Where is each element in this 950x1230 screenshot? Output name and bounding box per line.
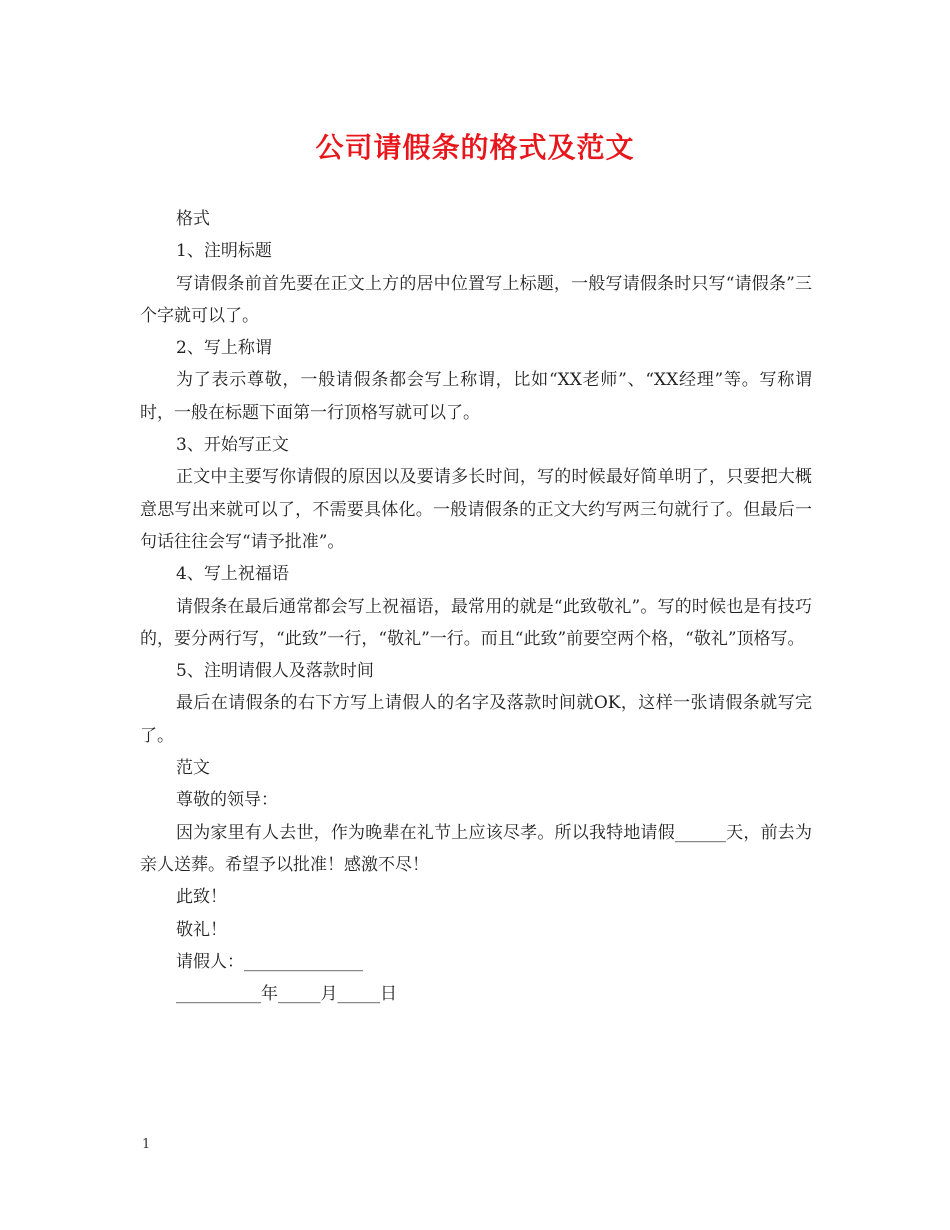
document-title: 公司请假条的格式及范文 <box>315 131 635 164</box>
sample-closing-1: 此致！ <box>176 887 227 908</box>
document-body <box>140 203 812 1010</box>
step-1-text: 写请假条前首先要在正文上方的居中位置写上标题，一般写请假条时只写“请假条”三个字就可以了。 <box>140 273 812 326</box>
sample-signature-line: 请假人：______________ <box>176 951 363 972</box>
sample-salutation: 尊敬的领导： <box>176 790 278 811</box>
step-4-text: 请假条在最后通常都会写上祝福语，最常用的就是“此致敬礼”。写的时候也是有技巧的，要分两行写，“此致”一行，“敬礼”一行。而且“此致”前要空两个格，“敬礼”顶格写。 <box>140 596 812 649</box>
step-1-heading: 1、注明标题 <box>176 241 272 262</box>
step-2-heading: 2、写上称谓 <box>176 338 272 359</box>
step-3-heading: 3、开始写正文 <box>176 435 289 456</box>
step-5-heading: 5、注明请假人及落款时间 <box>176 661 374 682</box>
step-5-text: 最后在请假条的右下方写上请假人的名字及落款时间就OK，这样一张请假条就写完了。 <box>140 693 812 746</box>
sample-date-line: __________年_____月_____日 <box>176 984 397 1005</box>
section-heading-sample: 范文 <box>176 758 210 779</box>
sample-body: 因为家里有人去世，作为晚辈在礼节上应该尽孝。所以我特地请假______天，前去为亲人送葬。希望予以批准！感激不尽！ <box>140 822 812 875</box>
step-2-text: 为了表示尊敬，一般请假条都会写上称谓，比如“XX老师”、“XX经理”等。写称谓时，一般在标题下面第一行顶格写就可以了。 <box>140 370 812 423</box>
step-3-text: 正文中主要写你请假的原因以及要请多长时间，写的时候最好简单明了，只要把大概意思写出来就可以了，不需要具体化。一般请假条的正文大约写两三句就行了。但最后一句话往往会写“请予批准”。 <box>140 467 812 552</box>
step-4-heading: 4、写上祝福语 <box>176 564 289 585</box>
page-number: 1 <box>142 1137 151 1152</box>
section-heading-format: 格式 <box>176 209 210 229</box>
sample-closing-2: 敬礼！ <box>176 919 227 940</box>
